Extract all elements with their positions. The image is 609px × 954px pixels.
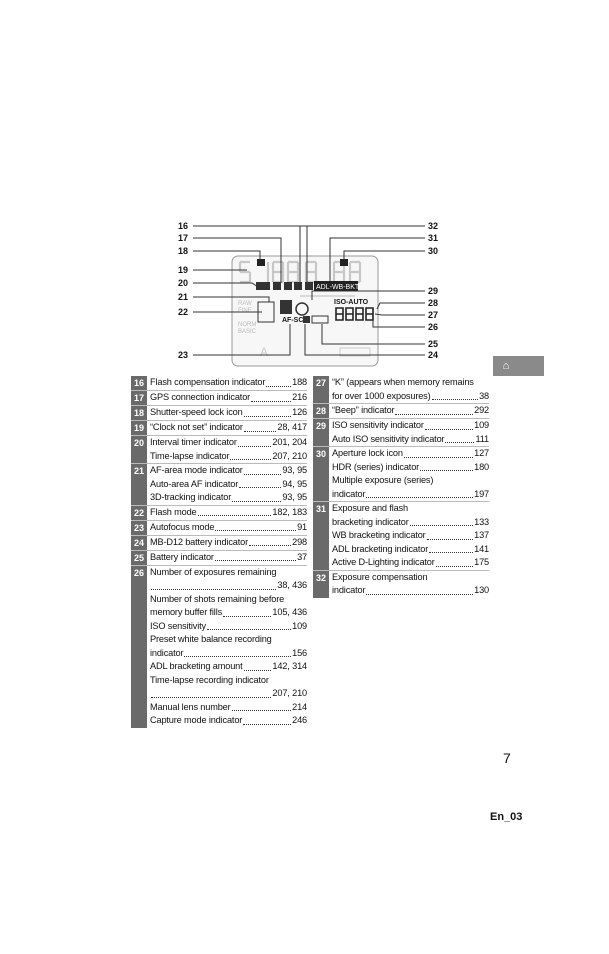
- legend-text: Multiple exposure (series): [332, 475, 434, 485]
- legend-text: Preset white balance recording: [150, 634, 272, 644]
- legend-entries: [147, 464, 307, 505]
- leader-dots: [230, 459, 271, 460]
- legend-entry: [150, 579, 307, 593]
- leader-dots: [404, 457, 473, 458]
- entry-page: 141: [474, 543, 489, 554]
- leader-dots: [366, 497, 473, 498]
- entry-page: 137: [474, 530, 489, 540]
- legend-entry: [150, 464, 307, 478]
- leader-dots: [395, 414, 473, 415]
- gps-indicator: [273, 282, 281, 290]
- callout-31: 31: [428, 233, 439, 243]
- legend-number: 22: [131, 506, 147, 520]
- leader-dots: [184, 656, 291, 657]
- legend-number: 26: [131, 566, 147, 728]
- entry-label: WB bracketing indicator: [332, 530, 426, 540]
- legend-text: Number of exposures remaining: [150, 566, 277, 577]
- legend-entry: [150, 606, 307, 620]
- legend-entry: [332, 419, 489, 433]
- legend-entry: [150, 687, 307, 701]
- af-sc-text: AF-SC: [282, 317, 304, 324]
- legend-entry: [332, 584, 489, 598]
- entry-label: Auto-area AF indicator: [150, 478, 239, 489]
- legend-entry: [332, 529, 489, 543]
- callout-19: 19: [178, 265, 189, 275]
- entry-page: 216: [292, 392, 307, 402]
- entry-page: 109: [474, 420, 489, 430]
- entry-label: MB-D12 battery indicator: [150, 536, 249, 547]
- entry-label: Time-lapse indicator: [150, 450, 230, 461]
- entry-page: 94, 95: [282, 478, 307, 489]
- legend-row: [131, 406, 307, 421]
- entry-page: 109: [292, 620, 307, 631]
- leader-dots: [432, 399, 479, 400]
- page-number: 7: [503, 750, 511, 766]
- entry-page: 127: [474, 448, 489, 458]
- legend-row: [313, 404, 489, 419]
- legend-entry: [150, 436, 307, 450]
- leader-dots: [249, 545, 291, 546]
- legend-entry: [332, 556, 489, 570]
- legend-entries: [147, 391, 307, 405]
- legend-text: Time-lapse recording indicator: [150, 674, 269, 685]
- legend-entry: [150, 376, 307, 390]
- legend-entry: [150, 701, 307, 715]
- entry-page: 201, 204: [272, 437, 307, 447]
- callout-18: 18: [178, 246, 189, 256]
- leader-dots: [427, 539, 474, 540]
- legend-row: [313, 571, 489, 598]
- legend-entry: [332, 461, 489, 475]
- legend-row: [131, 436, 307, 464]
- callout-21: 21: [178, 292, 189, 302]
- callout-26: 26: [428, 322, 439, 332]
- legend-right-column: [313, 376, 489, 598]
- legend-entry: [150, 660, 307, 674]
- entry-page: 38: [479, 390, 489, 401]
- legend-number: 16: [131, 376, 147, 390]
- entry-label: Interval timer indicator: [150, 437, 237, 447]
- legend-entry: [332, 488, 489, 502]
- entry-label: ISO sensitivity indicator: [332, 420, 424, 430]
- entry-page: 130: [474, 585, 489, 595]
- leader-dots: [215, 530, 296, 531]
- legend-row: [131, 391, 307, 406]
- legend-entry: [150, 406, 307, 420]
- entry-label: ISO sensitivity: [150, 620, 206, 631]
- entry-page: 214: [292, 701, 307, 712]
- legend-left-column: [131, 376, 307, 728]
- entry-label: for over 1000 exposures): [332, 390, 431, 401]
- legend-row: [131, 521, 307, 536]
- legend-number: 32: [313, 571, 329, 598]
- entry-page: 105, 436: [272, 607, 307, 617]
- entry-page: 246: [292, 715, 307, 725]
- leader-dots: [238, 446, 272, 447]
- entry-page: 93, 95: [282, 492, 307, 502]
- legend-entries: [147, 406, 307, 420]
- mbd12-icon: [303, 316, 310, 323]
- aperture-lock-icon: [340, 259, 348, 266]
- leader-dots: [445, 442, 474, 443]
- legend-text: Exposure and flash: [332, 503, 408, 513]
- legend-entry: [332, 447, 489, 461]
- legend-row: [131, 566, 307, 728]
- callout-27: 27: [428, 310, 439, 320]
- callout-17: 17: [178, 233, 189, 243]
- section-tab: [493, 356, 544, 376]
- wb-mode-icon: A: [260, 345, 269, 359]
- entry-page: 126: [292, 407, 307, 417]
- legend-entries: [147, 506, 307, 520]
- legend-text: “K” (appears when memory remains: [332, 377, 474, 387]
- legend-number: 29: [313, 419, 329, 446]
- leader-dots: [425, 429, 473, 430]
- entry-label: Shutter-speed lock icon: [150, 407, 243, 417]
- entry-page: 38, 436: [277, 580, 307, 590]
- exposure-comp-icon: [294, 282, 302, 290]
- legend-entry: [150, 551, 307, 565]
- leader-dots: [215, 560, 296, 561]
- camera-section-icon: ⌂: [502, 360, 510, 372]
- legend-row: [131, 421, 307, 436]
- callout-16: 16: [178, 221, 189, 231]
- legend-entry: [150, 620, 307, 634]
- entry-label: HDR (series) indicator: [332, 461, 420, 472]
- legend-entries: [147, 566, 307, 728]
- entry-label: Autofocus mode: [150, 521, 215, 532]
- entry-page: 298: [292, 536, 307, 547]
- leader-dots: [232, 501, 281, 502]
- legend-entry: [150, 647, 307, 661]
- entry-label: ADL bracketing amount: [150, 661, 243, 671]
- legend-entries: [329, 447, 489, 501]
- entry-label: Manual lens number: [150, 701, 231, 712]
- leader-dots: [251, 401, 291, 402]
- legend-text: Exposure compensation: [332, 571, 428, 582]
- entry-page: 28, 417: [277, 422, 307, 432]
- legend-entry: [150, 450, 307, 464]
- legend-number: 31: [313, 502, 329, 570]
- legend-entries: [147, 376, 307, 390]
- legend-entry: [150, 391, 307, 405]
- fine-label: FINE: [238, 308, 252, 314]
- callout-25: 25: [428, 339, 439, 349]
- legend-entries: [147, 421, 307, 435]
- legend-entry: [332, 390, 489, 404]
- legend-number: 24: [131, 536, 147, 550]
- entry-page: 93, 95: [282, 465, 307, 475]
- legend-entries: [329, 502, 489, 570]
- entry-label: “Clock not set” indicator: [150, 422, 243, 432]
- callout-22: 22: [178, 307, 189, 317]
- entry-page: 37: [297, 551, 307, 562]
- entry-label: Flash compensation indicator: [150, 377, 266, 387]
- leader-dots: [410, 525, 473, 526]
- legend-row: [131, 536, 307, 551]
- legend-entries: [329, 376, 489, 403]
- leader-dots: [420, 470, 473, 471]
- entry-label: indicator: [150, 647, 184, 658]
- control-panel-diagram: [0, 0, 609, 380]
- legend-entries: [329, 571, 489, 598]
- callout-20: 20: [178, 278, 189, 288]
- callout-23: 23: [178, 350, 189, 360]
- leader-dots: [244, 416, 292, 417]
- entry-label: ADL bracketing indicator: [332, 543, 429, 554]
- leader-dots: [266, 386, 291, 387]
- legend-entry: [332, 543, 489, 557]
- legend-row: [313, 419, 489, 447]
- legend-entry: [150, 421, 307, 435]
- leader-dots: [366, 594, 473, 595]
- leader-dots: [151, 589, 276, 590]
- legend-row: [131, 376, 307, 391]
- interval-indicator: [256, 282, 270, 290]
- leader-dots: [223, 616, 271, 617]
- legend-entry: [332, 516, 489, 530]
- legend-entries: [147, 551, 307, 565]
- entry-label: “Beep” indicator: [332, 405, 395, 415]
- entry-page: 182, 183: [272, 506, 307, 517]
- legend-entry: [150, 714, 307, 728]
- shutter-lock-icon: [257, 259, 265, 266]
- legend-number: 18: [131, 406, 147, 420]
- raw-label: RAW: [238, 301, 252, 307]
- leader-dots: [239, 487, 281, 488]
- leader-dots: [429, 552, 473, 553]
- entry-label: Auto ISO sensitivity indicator: [332, 433, 445, 444]
- legend-row: [131, 464, 307, 506]
- legend-entry: [150, 491, 307, 505]
- entry-page: 188: [292, 377, 307, 387]
- document-code: En_03: [490, 811, 523, 823]
- entry-page: 207, 210: [272, 450, 307, 461]
- af-area-indicator: [280, 300, 292, 314]
- leader-dots: [232, 710, 292, 711]
- entry-page: 133: [474, 516, 489, 527]
- entry-label: memory buffer fills: [150, 607, 223, 617]
- legend-number: 23: [131, 521, 147, 535]
- legend-entry: [150, 536, 307, 550]
- leader-dots: [198, 515, 272, 516]
- leader-dots: [244, 474, 282, 475]
- legend-entries: [147, 536, 307, 550]
- entry-page: 292: [474, 405, 489, 415]
- leader-dots: [207, 629, 291, 630]
- leader-dots: [243, 724, 291, 725]
- legend-entry: [332, 404, 489, 418]
- entry-page: 175: [474, 557, 489, 567]
- entry-label: Capture mode indicator: [150, 715, 243, 725]
- legend-entry: [150, 506, 307, 520]
- legend-number: 30: [313, 447, 329, 501]
- callout-28: 28: [428, 298, 439, 308]
- entry-label: Active D-Lighting indicator: [332, 557, 435, 567]
- legend-entry: [150, 521, 307, 535]
- bracketing-icon: [305, 282, 313, 290]
- callout-29: 29: [428, 286, 439, 296]
- entry-label: GPS connection indicator: [150, 392, 251, 402]
- legend-number: 25: [131, 551, 147, 565]
- entry-label: AF-area mode indicator: [150, 465, 243, 475]
- entry-label: bracketing indicator: [332, 516, 409, 527]
- legend-row: [313, 502, 489, 571]
- legend-number: 21: [131, 464, 147, 505]
- legend-row: [131, 551, 307, 566]
- legend-entries: [329, 404, 489, 418]
- entry-page: 207, 210: [272, 688, 307, 698]
- legend-entries: [147, 436, 307, 463]
- legend-entry: [150, 478, 307, 492]
- legend-entries: [329, 419, 489, 446]
- leader-dots: [151, 697, 271, 698]
- basic-label: BASIC: [238, 329, 257, 335]
- norm-label: NORM: [238, 322, 257, 328]
- flash-comp-icon: [284, 282, 292, 290]
- entry-page: 180: [474, 461, 489, 472]
- entry-page: 91: [297, 521, 307, 532]
- legend-number: 17: [131, 391, 147, 405]
- legend-row: [131, 506, 307, 521]
- entry-label: Battery indicator: [150, 551, 214, 562]
- callout-24: 24: [428, 350, 439, 360]
- leader-dots: [244, 670, 272, 671]
- entry-label: 3D-tracking indicator: [150, 492, 232, 502]
- adl-wb-bkt-text: ADL-WB-BKT: [316, 284, 360, 291]
- legend-number: 19: [131, 421, 147, 435]
- entry-label: indicator: [332, 585, 366, 595]
- callout-30: 30: [428, 246, 439, 256]
- legend-number: 27: [313, 376, 329, 403]
- legend-number: 20: [131, 436, 147, 463]
- legend-row: [313, 447, 489, 502]
- leader-dots: [244, 431, 277, 432]
- entry-page: 111: [475, 433, 489, 444]
- legend-entry: [332, 433, 489, 447]
- entry-label: Flash mode: [150, 506, 197, 517]
- legend-row: [313, 376, 489, 404]
- legend-entries: [147, 521, 307, 535]
- iso-auto-text: ISO-AUTO: [334, 299, 369, 306]
- entry-page: 142, 314: [272, 661, 307, 671]
- entry-label: Aperture lock icon: [332, 448, 403, 458]
- leader-dots: [436, 566, 473, 567]
- entry-page: 156: [292, 647, 307, 658]
- legend-number: 28: [313, 404, 329, 418]
- legend-text: Number of shots remaining before: [150, 593, 285, 604]
- entry-label: indicator: [332, 488, 366, 499]
- callout-32: 32: [428, 221, 439, 231]
- entry-page: 197: [474, 488, 489, 499]
